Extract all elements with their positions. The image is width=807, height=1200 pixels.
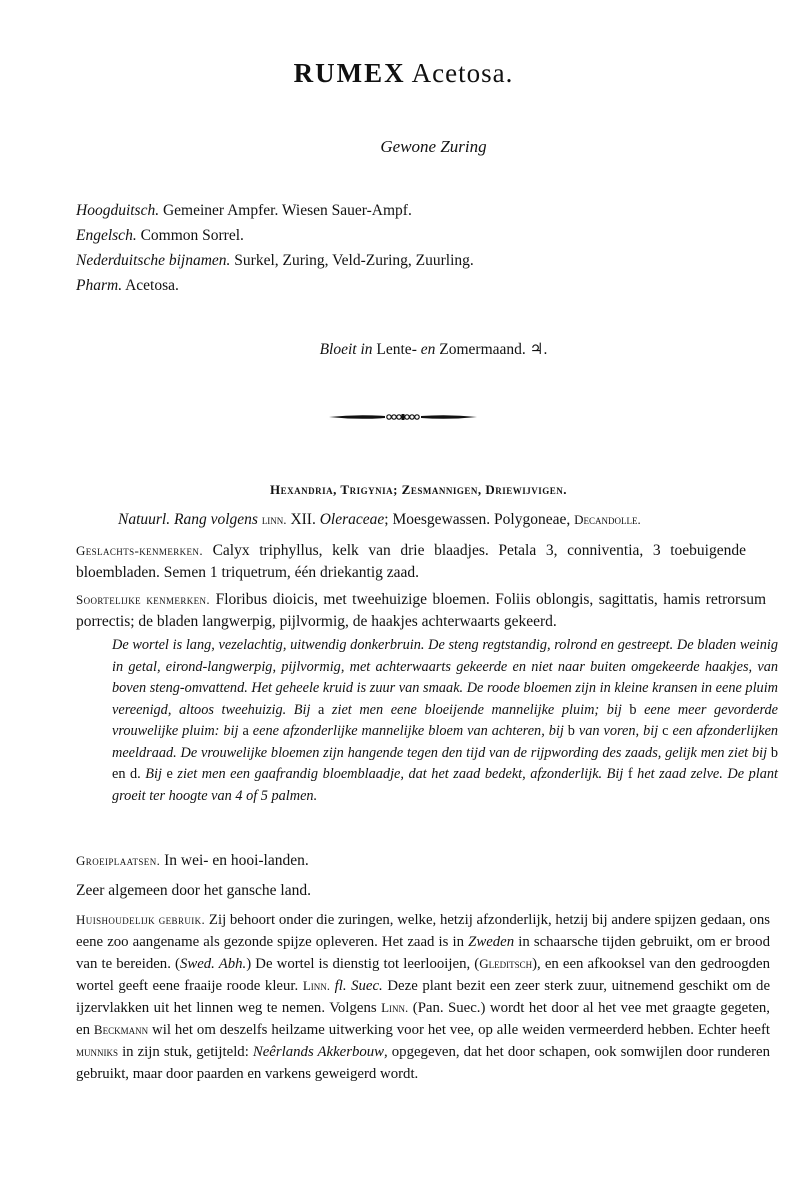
author-name: munniks (76, 1044, 119, 1059)
name-line-dutch (76, 248, 736, 273)
household-text: wil het om deszelfs heilzame uitwerking voor het vee, op alle weiden vermeerderd hebben. Echter heeft (152, 1022, 770, 1038)
habitat-text: In wei- en hooi-landen. (164, 852, 309, 869)
figure-ref: a (318, 701, 325, 718)
natrank-decandolle: Decandolle. (574, 512, 641, 527)
desc-text: van voren, bij (578, 723, 659, 739)
name-line-german (76, 198, 736, 223)
ornament-divider (327, 410, 479, 424)
name-line-english (76, 223, 736, 248)
genus-characters (76, 540, 746, 584)
name-language: Nederduitsche bijnamen. (76, 252, 231, 269)
desc-text: het zaad zelve. De plant groeit ter hoogte van 4 of 5 palmen. (112, 766, 778, 804)
name-line-pharm (76, 273, 736, 298)
natrank-linn: linn. (261, 512, 287, 527)
name-language: Hoogduitsch. (76, 202, 160, 219)
flowering-time (0, 340, 807, 359)
household-text: ), en een afkooksel van den gedroogden wortel geeft eene fraaije roode kleur. (76, 956, 770, 994)
name-language: Pharm. (76, 277, 123, 294)
desc-text: eene meer gevorderde vrouwelijke pluim: bij (112, 701, 778, 739)
household-text: ) De wortel is dienstig tot leerlooijen, ( (246, 956, 480, 972)
habitat (76, 850, 736, 872)
species-characters (76, 589, 766, 633)
natrank-number: XII. (290, 511, 316, 528)
author-name: Linn. (381, 1000, 409, 1015)
figure-ref: b (629, 701, 637, 718)
figure-ref: a (242, 723, 249, 739)
desc-text: De wortel is lang, vezelachtig, uitwendig donkerbruin. De steng regtstandig, rolrond en gestreept. De bladen weinig in getal, eirond-langwerpig, pijlvormig, met achterwaarts gekeerde en niet naar buiten omgekeerde haakjes, van boven steng-omvattend. Het geheele kruid is zuur van smaak. De roode bloemen zijn in kleine kransen in eene pluim vereenigd, altoos tweehuizig. Bij (112, 637, 778, 718)
citation: Swed. Abh. (179, 956, 247, 972)
species-chars-heading: Soortelijke kenmerken. (76, 592, 211, 607)
common-name: Gewone Zuring (380, 137, 487, 156)
genus-chars-text: Calyx triphyllus, kelk van drie blaadjes. Petala 3, conniventia, 3 toebuigende bloembladen. Semen 1 triquetrum, één driekantig zaad. (76, 542, 746, 581)
genus-name: RUMEX (293, 58, 406, 88)
figure-ref: c (662, 723, 669, 739)
household-text: Deze plant bezit een zeer sterk zuur, uitnemend geschikt om de ijzervlakken uit het linnen weg te nemen. Volgens (76, 978, 771, 1016)
desc-text: een afzonderlijken meeldraad. De vrouwelijke bloemen zijn hangende tegen den tijd van de rijpwording des zaads, gelijk men ziet bij (112, 723, 779, 761)
desc-text: Bij (145, 766, 162, 782)
author-name: Beckmann (93, 1022, 149, 1037)
citation: fl. Suec. (334, 978, 383, 994)
plant-description (112, 635, 778, 807)
figure-ref: e (166, 766, 173, 782)
perennial-symbol: ♃. (529, 341, 548, 358)
genus-chars-heading: Geslachts-kenmerken. (76, 543, 203, 558)
household-text: in zijn stuk, getijteld: (122, 1044, 249, 1060)
household-text: Zij behoort onder die zuringen, welke, hetzij afzonderlijk, hetzij bij andere spijzen gedaan, ons eene zoo aangename als gezonde spijze opleveren. Het zaad is in (76, 912, 770, 950)
place-name: Zweden (468, 934, 515, 950)
habitat-heading: Groeiplaatsen. (76, 853, 161, 868)
linnaean-class: Hexandria, Trigynia; Zesmannigen, Driewijvigen. (270, 482, 567, 497)
desc-text: eene afzonderlijke mannelijke bloem van achteren, bij (252, 723, 564, 739)
page-title (0, 58, 807, 89)
author-name: Gleditsch (479, 956, 533, 971)
household-text: in schaarsche tijden gebruikt, om er brood van te bereiden. ( (76, 934, 770, 972)
bloom-label: Bloeit (319, 341, 357, 358)
name-value: Surkel, Zuring, Veld-Zuring, Zuurling. (234, 252, 474, 269)
household-text: , opgegeven, dat het door schapen, ook somwijlen door runderen gebruikt, maar door paarden en varkens geweigerd wordt. (76, 1044, 771, 1082)
bloom-season: Lente- (376, 341, 417, 358)
bloom-in: in (360, 341, 373, 358)
vernacular-names (76, 198, 736, 298)
household-text: (Pan. Suec.) wordt het door al het vee met graagte gegeten, en (76, 1000, 771, 1038)
name-value: Acetosa. (125, 277, 179, 294)
natural-rank (118, 511, 738, 529)
bloom-month: Zomermaand. (439, 341, 526, 358)
figure-ref: b en d. (112, 744, 778, 782)
species-chars-text: Floribus dioicis, met tweehuizige bloemen. Foliis oblongis, sagittatis, hamis retrorsum porrectis; de bladen langwerpig, pijlvormig, de haakjes achterwaarts gekeerd. (76, 591, 767, 630)
book-title: Neêrlands Akkerbouw (252, 1044, 385, 1060)
name-value: Common Sorrel. (140, 227, 244, 244)
name-language: Engelsch. (76, 227, 137, 244)
natrank-rest: ; Moesgewassen. Polygoneae, (384, 511, 571, 528)
household-heading: Huishoudelijk gebruik. (76, 912, 206, 927)
figure-ref: f (627, 766, 633, 782)
natrank-family: Oleraceae (319, 511, 385, 528)
household-use (76, 909, 770, 1085)
species-name: Acetosa. (411, 58, 514, 88)
bloom-en: en (420, 341, 436, 358)
desc-text: ziet men eene bloeijende mannelijke pluim; bij (331, 701, 622, 718)
desc-text: ziet men een gaafrandig bloemblaadje, dat het zaad bedekt, afzonderlijk. Bij (177, 766, 624, 782)
author-name: Linn. (302, 978, 330, 993)
name-value: Gemeiner Ampfer. Wiesen Sauer-Ampf. (162, 202, 412, 219)
distribution: Zeer algemeen door het gansche land. (76, 882, 311, 899)
natrank-label: Natuurl. Rang volgens (118, 511, 258, 528)
figure-ref: b (567, 723, 575, 739)
